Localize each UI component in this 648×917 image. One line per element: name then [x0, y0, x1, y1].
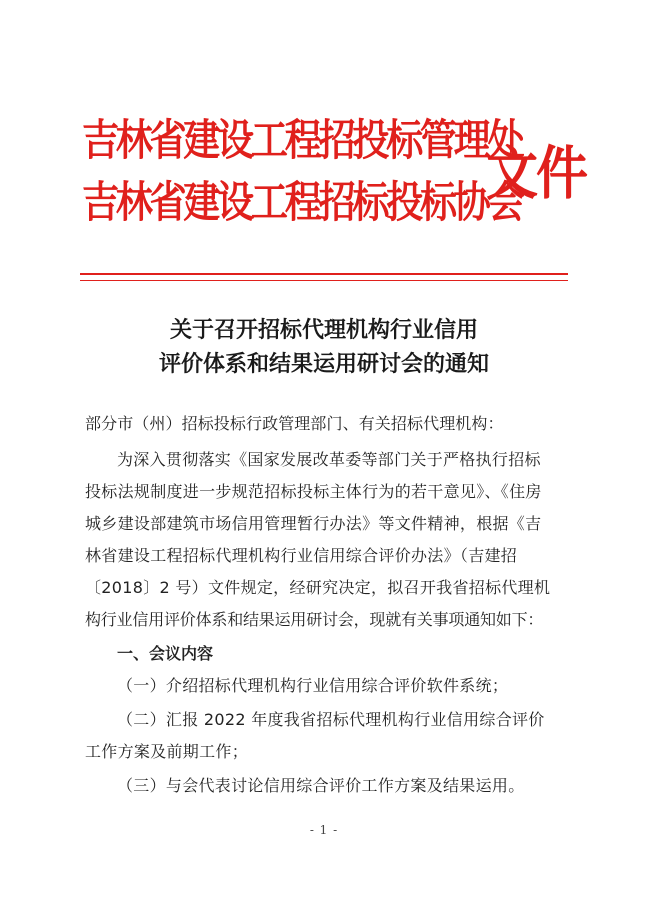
page-number: - 1 - [309, 823, 339, 837]
list-item: （三）与会代表讨论信用综合评价工作方案及结果运用。 [117, 776, 525, 795]
issuing-org-1: 吉林省建设工程招投标管理处 [82, 115, 522, 166]
issuing-org-2: 吉林省建设工程招标投标协会 [82, 177, 522, 228]
salutation: 部分市（州）招标投标行政管理部门、有关招标代理机构： [85, 414, 504, 433]
list-item: （一）介绍招标代理机构行业信用综合评价软件系统； [117, 676, 509, 695]
paragraph-line: 构行业信用评价体系和结果运用研讨会，现就有关事项通知如下： [85, 610, 544, 629]
paragraph-line: 林省建设工程招标代理机构行业信用综合评价办法》（吉建招 [85, 546, 518, 565]
list-item-continuation: 工作方案及前期工作； [85, 742, 249, 761]
document-header [82, 108, 587, 240]
document-word: 文件 [486, 141, 587, 208]
list-item: （二）汇报 2022 年度我省招标代理机构行业信用综合评价 [117, 710, 545, 729]
paragraph-line: 〔2018〕2 号）文件规定，经研究决定，拟召开我省招标代理机 [85, 578, 551, 597]
red-divider-thin [80, 280, 568, 281]
section-heading: 一、会议内容 [117, 644, 214, 663]
paragraph-line: 为深入贯彻落实《国家发展改革委等部门关于严格执行招标 [117, 450, 541, 469]
red-divider-thick [80, 273, 568, 275]
notice-title-line-1: 关于召开招标代理机构行业信用 [169, 317, 478, 343]
paragraph-line: 投标法规制度进一步规范招标投标主体行为的若干意见》、《住房 [85, 482, 542, 501]
notice-title-line-2: 评价体系和结果运用研讨会的通知 [158, 351, 489, 377]
paragraph-line: 城乡建设部建筑市场信用管理暂行办法》等文件精神，根据《吉 [85, 514, 542, 533]
